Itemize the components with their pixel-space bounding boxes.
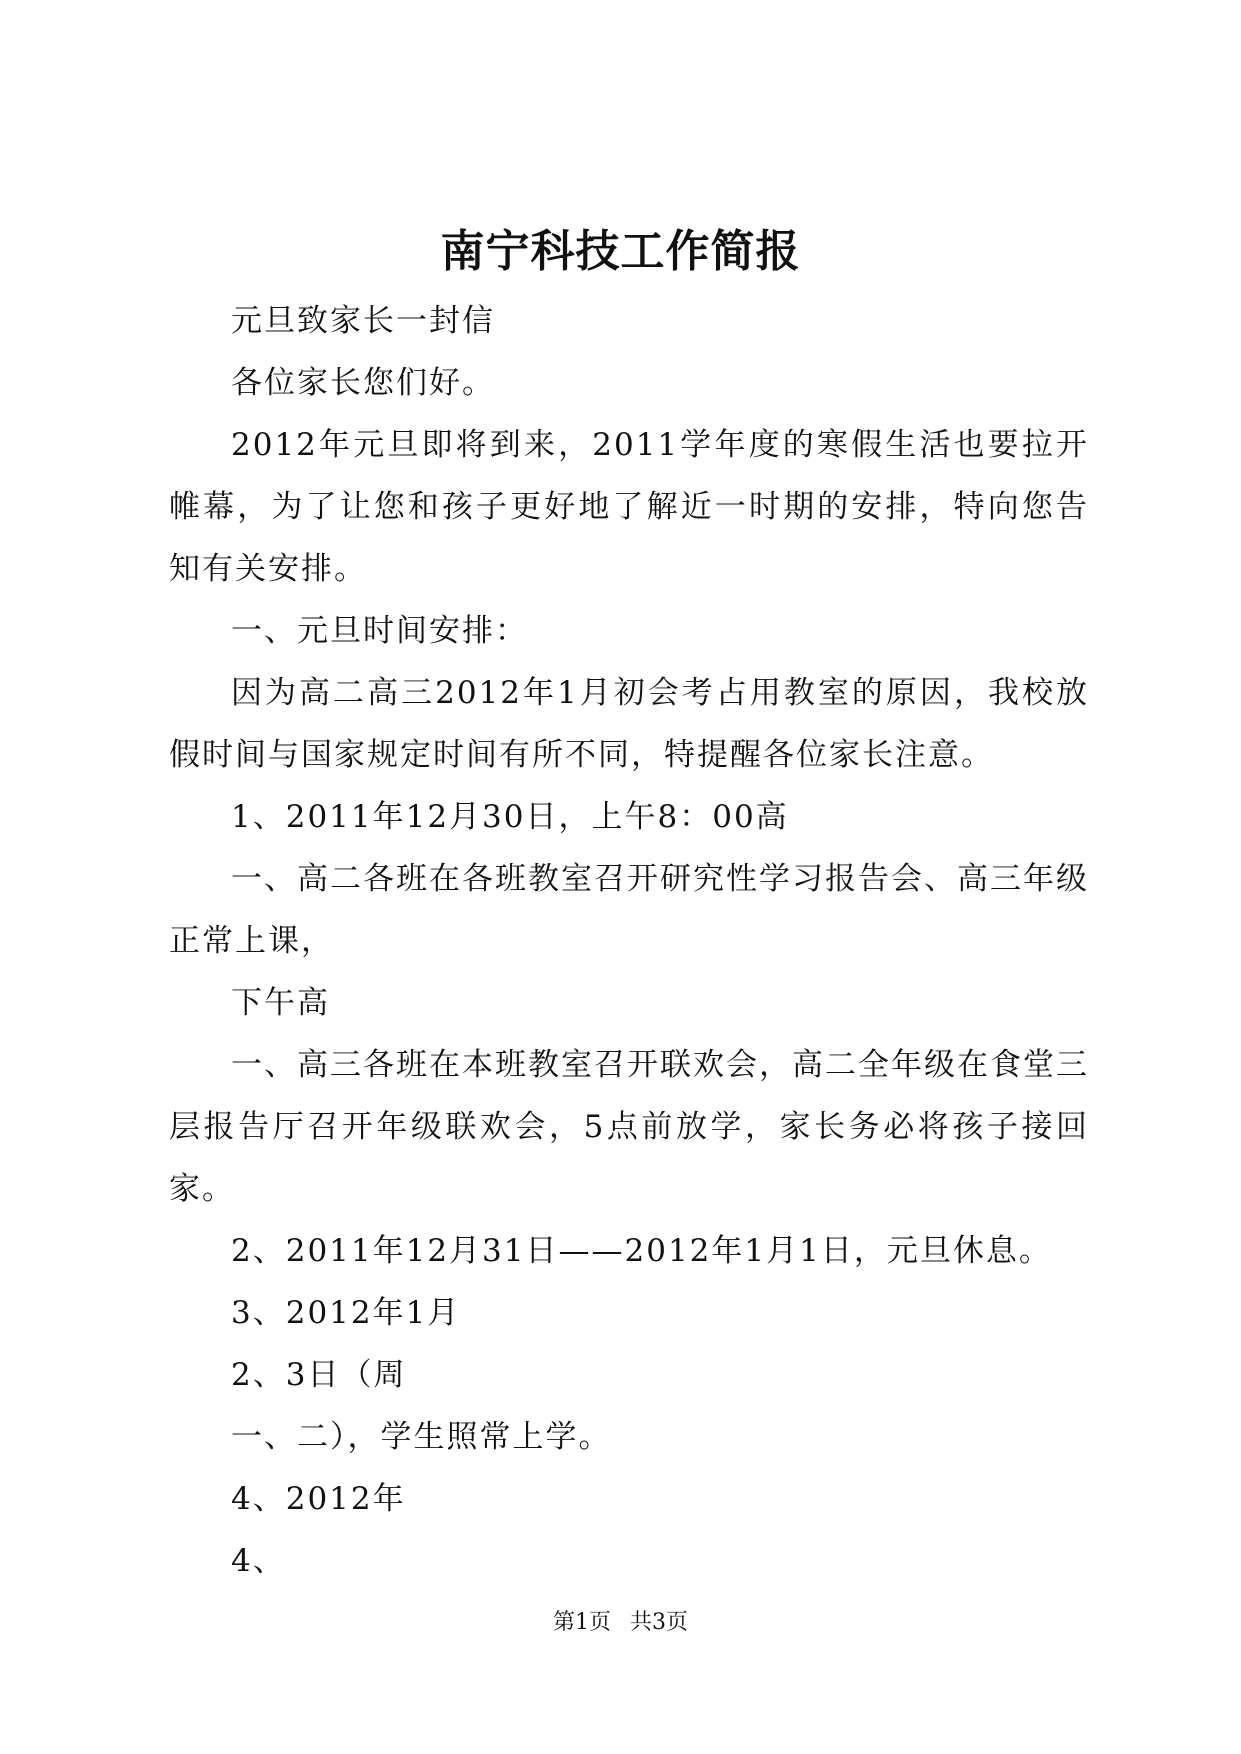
paragraph: 各位家长您们好。 (231, 365, 495, 401)
paragraph: 一、高二各班在各班教室召开研究性学习报告会、高三年级正常上课， (169, 861, 1089, 959)
paragraph: 元旦致家长一封信 (231, 303, 495, 339)
paragraph: 一、二），学生照常上学。 (231, 1419, 612, 1455)
paragraph: 2012年元旦即将到来，2011学年度的寒假生活也要拉开帷幕，为了让您和孩子更好地了解近一时期的安排，特向您告知有关安排。 (169, 427, 1089, 587)
paragraph: 3、2012年1月 (231, 1295, 461, 1331)
paragraph: 4、 (231, 1543, 286, 1579)
paragraph: 一、高三各班在本班教室召开联欢会，高二全年级在食堂三层报告厅召开年级联欢会，5点前放学，家长务必将孩子接回家。 (169, 1047, 1089, 1207)
paragraph: 4、2012年 (231, 1481, 406, 1517)
page-total: 共3页 (630, 1610, 688, 1635)
document-body (169, 290, 1089, 1592)
paragraph: 2、3日（周 (231, 1357, 407, 1393)
page-number: 第1页 (553, 1610, 611, 1635)
paragraph: 因为高二高三2012年1月初会考占用教室的原因，我校放假时间与国家规定时间有所不同，特提醒各位家长注意。 (169, 675, 1089, 773)
paragraph: 一、元旦时间安排： (231, 613, 528, 649)
paragraph: 下午高 (231, 985, 330, 1021)
paragraph: 1、2011年12月30日，上午8：00高 (231, 799, 789, 835)
page-footer (0, 1608, 1241, 1638)
paragraph: 2、2011年12月31日——2012年1月1日，元旦休息。 (231, 1233, 1052, 1269)
document-title: 南宁科技工作简报 (440, 226, 801, 277)
